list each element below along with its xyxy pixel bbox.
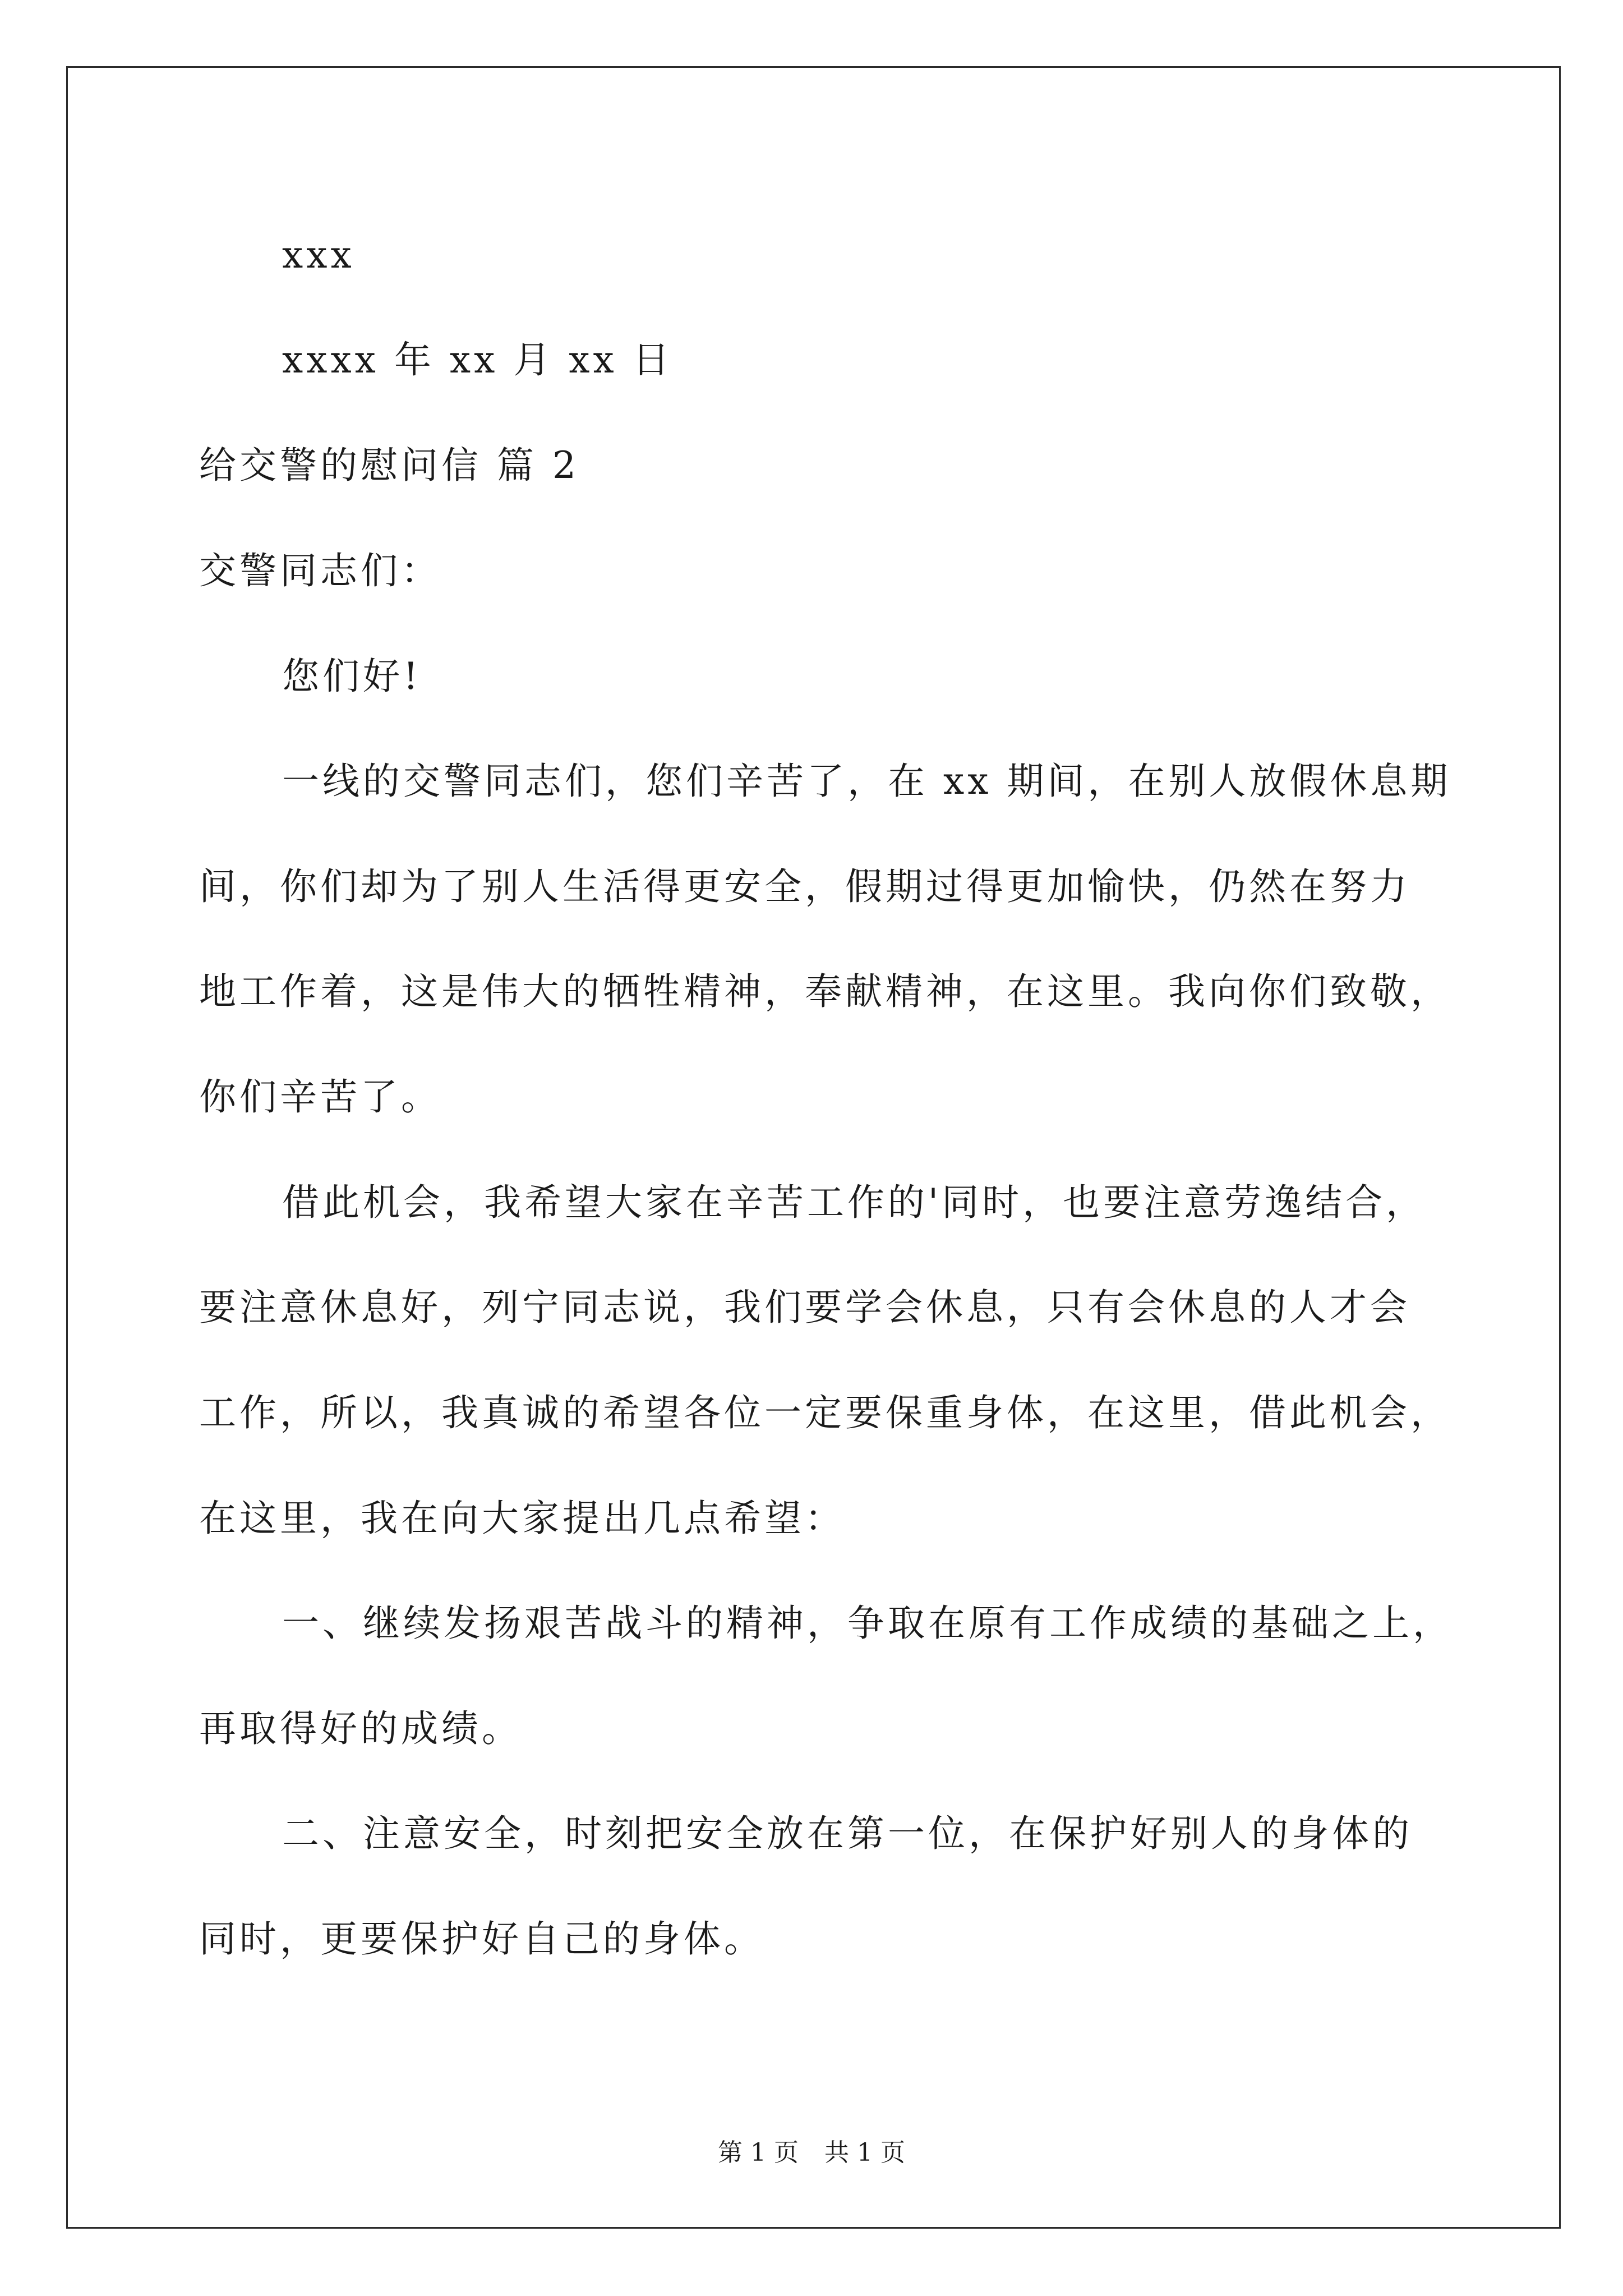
paragraph-line: 工作，所以，我真诚的希望各位一定要保重身体，在这里，借此机会， [199,1391,1451,1434]
page-frame [66,66,1561,2229]
paragraph-line: 在这里，我在向大家提出几点希望： [199,1497,845,1540]
paragraph-line: 要注意休息好，列宁同志说，我们要学会休息，只有会休息的人才会 [199,1286,1410,1329]
salutation: 交警同志们： [199,549,441,592]
section-title: 给交警的慰问信 篇 2 [199,444,579,487]
paragraph-line: 地工作着，这是伟大的牺牲精神，奉献精神，在这里。我向你们致敬， [199,970,1451,1013]
paragraph-line: 一线的交警同志们，您们辛苦了，在 xx 期间，在别人放假休息期 [282,760,1451,803]
letter-date: xxxx 年 xx 月 xx 日 [282,338,673,381]
paragraph-line: 间，你们却为了别人生活得更安全，假期过得更加愉快，仍然在努力 [199,865,1410,908]
greeting: 您们好! [282,655,422,698]
signature: xxx [282,233,355,277]
paragraph-line: 借此机会，我希望大家在辛苦工作的'同时，也要注意劳逸结合， [282,1181,1427,1224]
paragraph-line: 二、注意安全，时刻把安全放在第一位，在保护好别人的身体的 [282,1812,1413,1855]
paragraph-line: 你们辛苦了。 [199,1075,441,1119]
page-number-current: 第 1 页 [718,2138,799,2167]
page-footer [0,2137,1623,2169]
page-number-total: 共 1 页 [824,2138,905,2167]
paragraph-line: 同时，更要保护好自己的身体。 [199,1917,764,1961]
paragraph-line: 再取得好的成绩。 [199,1707,522,1750]
paragraph-line: 一、继续发扬艰苦战斗的精神，争取在原有工作成绩的基础之上， [282,1602,1453,1645]
